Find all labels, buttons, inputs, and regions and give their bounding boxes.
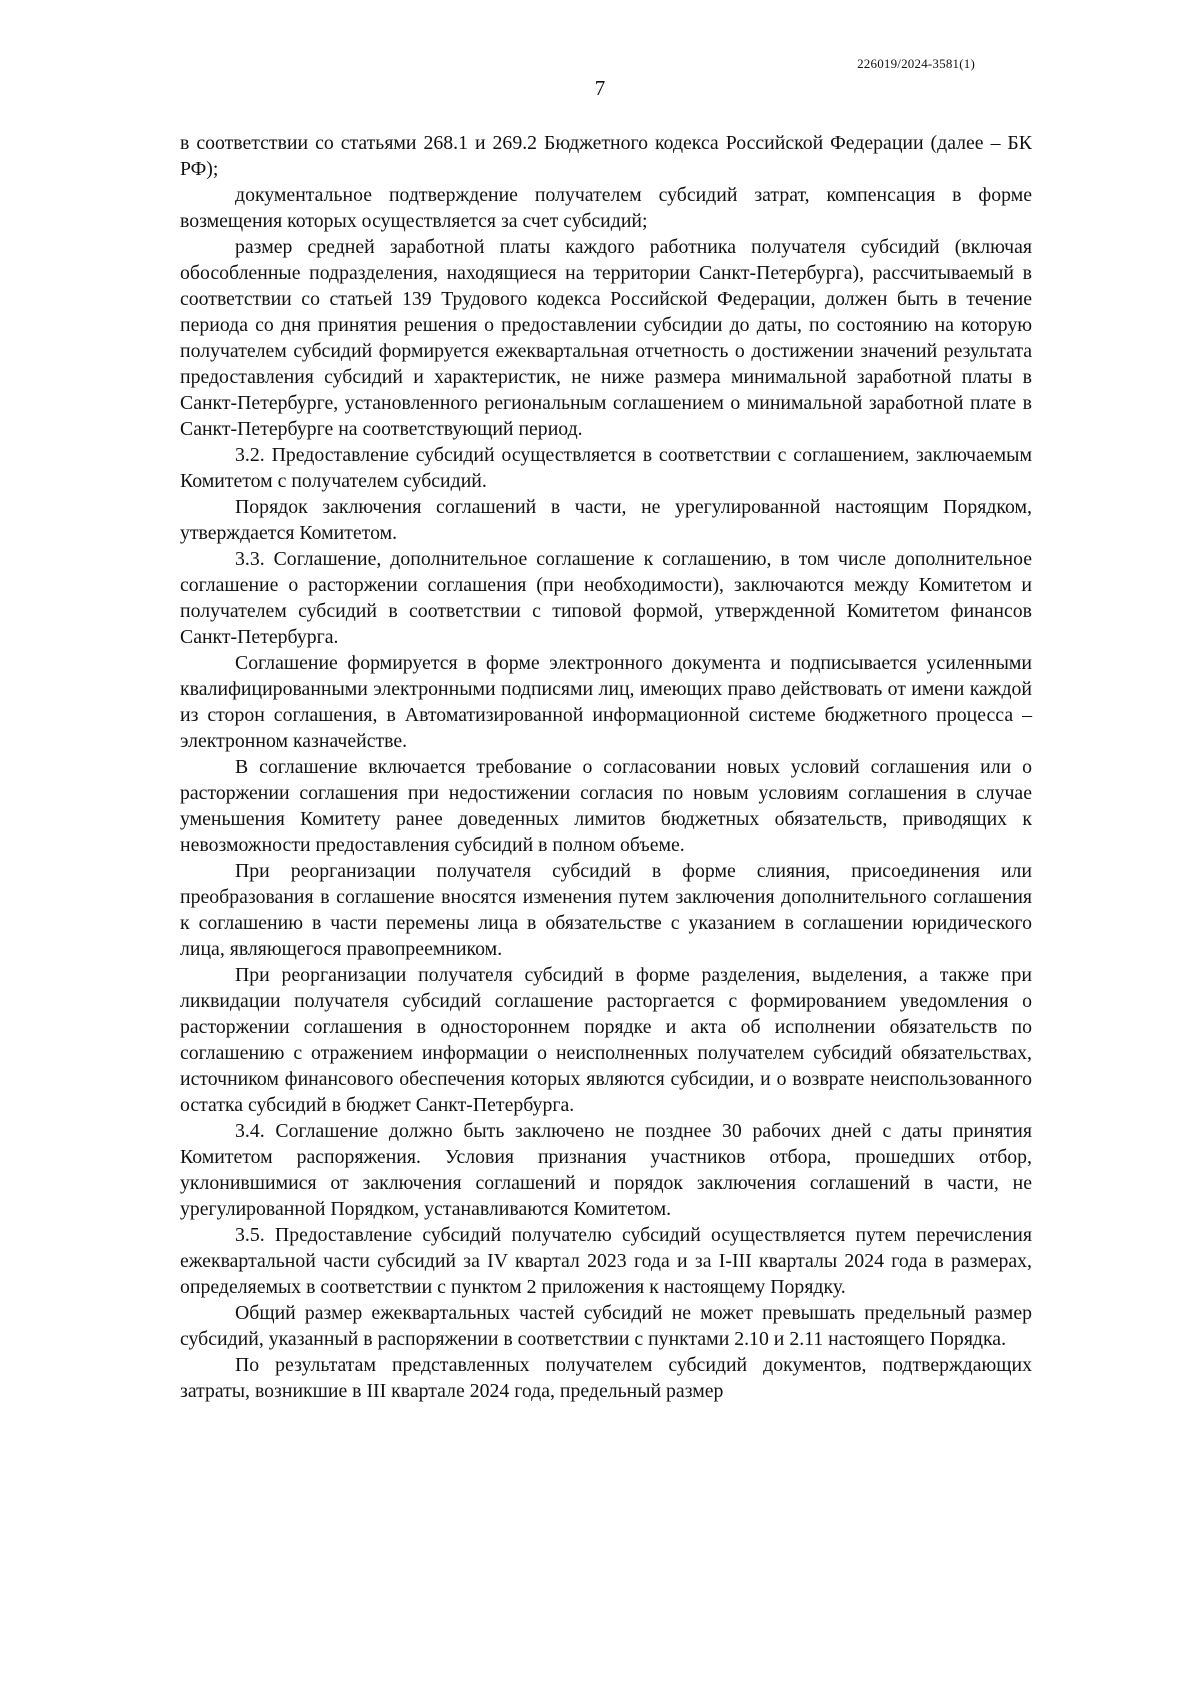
paragraph-reorganization-division: При реорганизации получателя субсидий в форме разделения, выделения, а также при ликвидации получателя субсидий соглашение расторгается с формированием уведомления о расторжении соглашения в одностороннем порядке и акта об исполнении обязательств по соглашению с отражением информации о неисполненных получателем субсидий обязательствах, источником финансового обеспечения которых являются субсидии, и о возврате неиспользованного остатка субсидий в бюджет Санкт-Петербурга. [180,964,1032,1116]
paragraph-3-5: 3.5. Предоставление субсидий получателю субсидий осуществляется путем перечисления ежеквартальной части субсидий за IV квартал 2023 года и за I-III кварталы 2024 года в размерах, определяемых в соответствии с пунктом 2 приложения к настоящему Порядку. [180,1224,1032,1298]
paragraph-average-salary: размер средней заработной платы каждого работника получателя субсидий (включая обособленные подразделения, находящиеся на территории Санкт-Петербурга), рассчитываемый в соответствии со статьей 139 Трудового кодекса Российской Федерации, должен быть в течение периода со дня принятия решения о предоставлении субсидии до даты, по состоянию на которую получателем субсидий формируется ежеквартальная отчетность о достижении значений результата предоставления субсидий и характеристик, не ниже размера минимальной заработной платы в Санкт-Петербурге, установленного региональным соглашением о минимальной заработной плате в Санкт-Петербурге на соответствующий период. [180,236,1032,440]
paragraph-expense-confirmation: документальное подтверждение получателем субсидий затрат, компенсация в форме возмещения которых осуществляется за счет субсидий; [180,184,1032,232]
paragraph-total-size: Общий размер ежеквартальных частей субсидий не может превышать предельный размер субсидий, указанный в распоряжении в соответствии с пунктами 2.10 и 2.11 настоящего Порядка. [180,1302,1032,1350]
page-number: 7 [594,76,606,100]
paragraph-agreement-procedure: Порядок заключения соглашений в части, не урегулированной настоящим Порядком, утверждается Комитетом. [180,496,1032,544]
paragraph-3-4: 3.4. Соглашение должно быть заключено не позднее 30 рабочих дней с даты принятия Комитетом распоряжения. Условия признания участников отбора, прошедших отбор, уклонившимися от заключения соглашений и порядок заключения соглашений в части, не урегулированной Порядком, устанавливаются Комитетом. [180,1120,1032,1220]
paragraph-electronic-document: Соглашение формируется в форме электронного документа и подписывается усиленными квалифицированными электронными подписями лиц, имеющих право действовать от имени каждой из сторон соглашения, в Автоматизированной информационной системе бюджетного процесса – электронном казначействе. [180,652,1032,752]
paragraph-3-2: 3.2. Предоставление субсидий осуществляется в соответствии с соглашением, заключаемым Комитетом с получателем субсидий. [180,444,1032,492]
paragraph-new-conditions: В соглашение включается требование о согласовании новых условий соглашения или о расторжении соглашения при недостижении согласия по новым условиям соглашения в случае уменьшения Комитету ранее доведенных лимитов бюджетных обязательств, приводящих к невозможности предоставления субсидий в полном объеме. [180,756,1032,856]
paragraph-results: По результатам представленных получателем субсидий документов, подтверждающих затраты, возникшие в III квартале 2024 года, предельный размер [180,1354,1032,1402]
paragraph-3-3: 3.3. Соглашение, дополнительное соглашение к соглашению, в том числе дополнительное соглашение о расторжении соглашения (при необходимости), заключаются между Комитетом и получателем субсидий в соответствии с типовой формой, утвержденной Комитетом финансов Санкт-Петербурга. [180,548,1032,648]
paragraph-continuation: в соответствии со статьями 268.1 и 269.2 Бюджетного кодекса Российской Федерации (далее – БК РФ); [180,132,1032,180]
document-registration-number: 226019/2024-3581(1) [857,56,975,71]
paragraph-reorganization-merger: При реорганизации получателя субсидий в форме слияния, присоединения или преобразования в соглашение вносятся изменения путем заключения дополнительного соглашения к соглашению в части перемены лица в обязательстве с указанием в соглашении юридического лица, являющегося правопреемником. [180,860,1032,960]
document-body [180,130,1032,1404]
